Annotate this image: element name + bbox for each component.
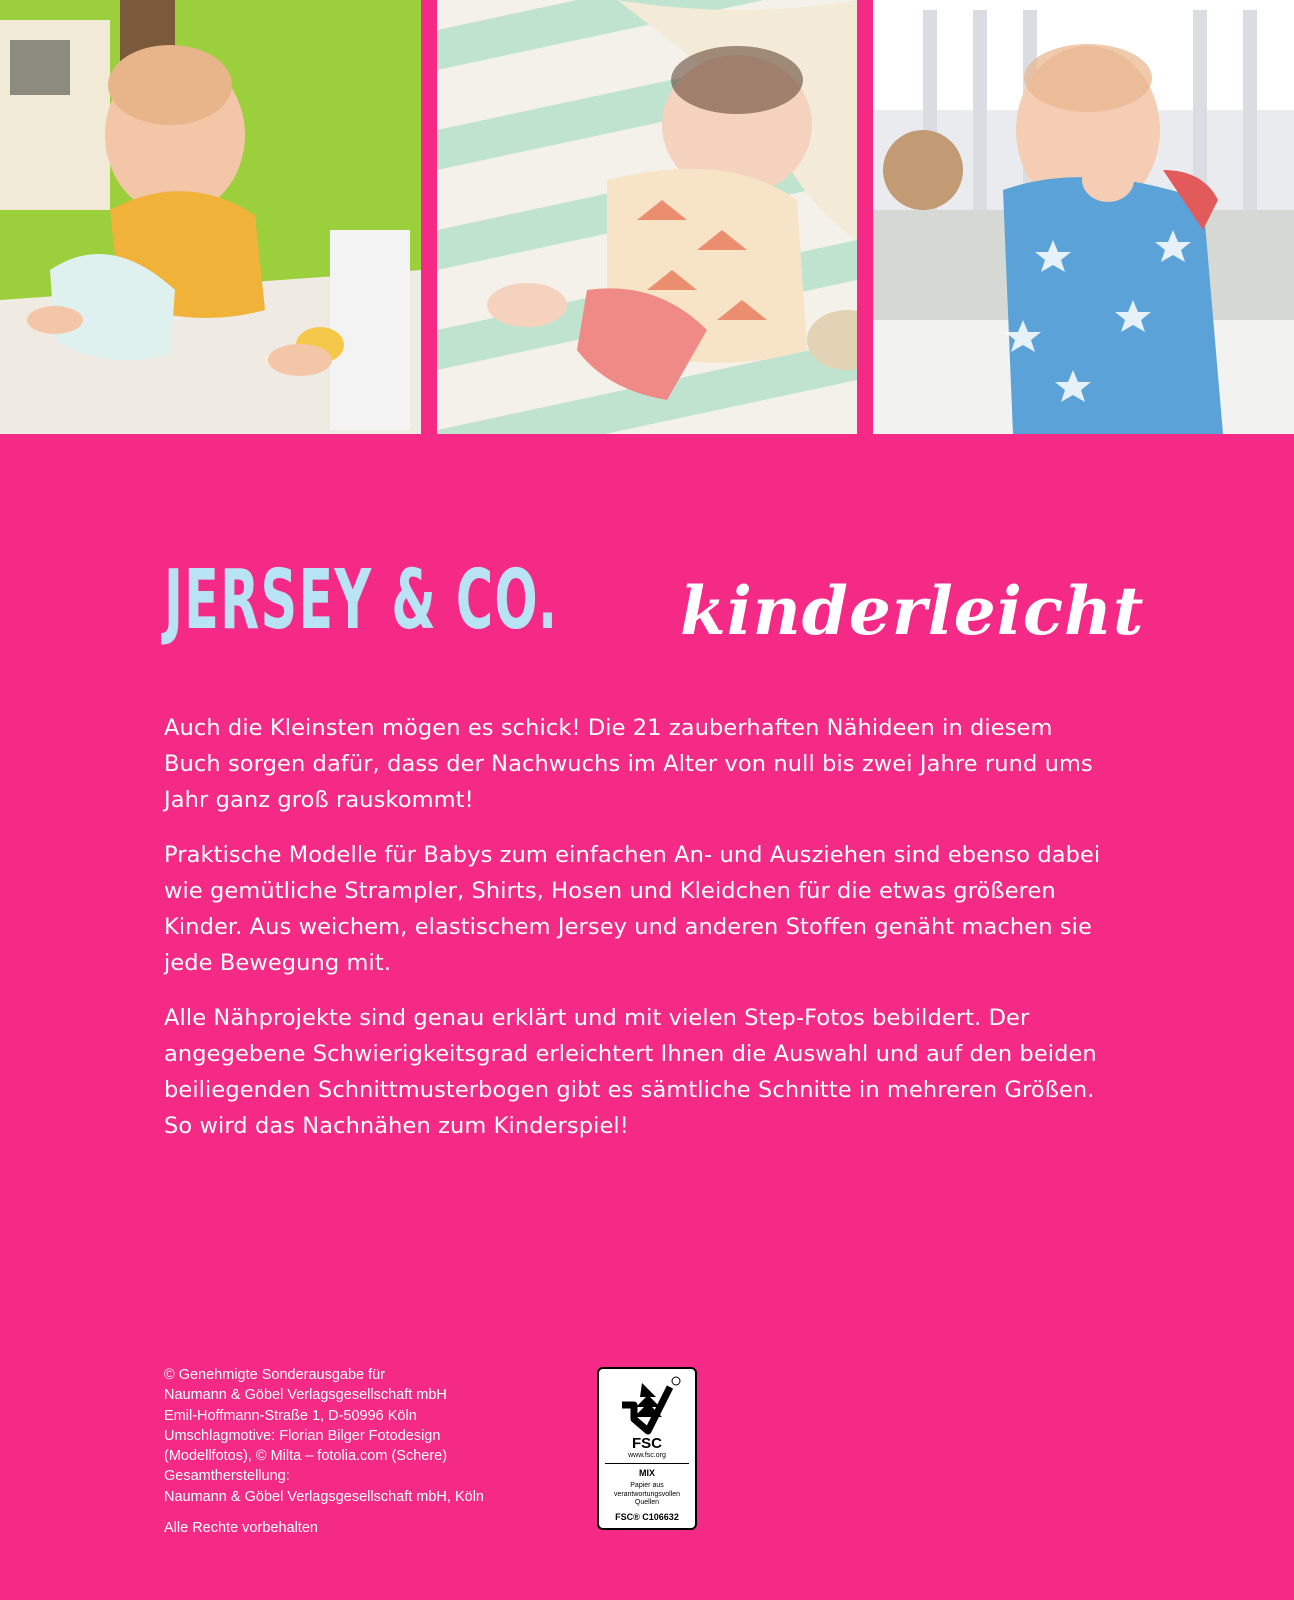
title-script: kinderleicht [680,572,1145,650]
photo-strip [0,0,1294,434]
description-paragraph: Praktische Modelle für Babys zum einfachen An- und Ausziehen sind ebenso dabei wie gemütliche Strampler, Shirts, Hosen und Kleidchen für die etwas größeren Kinder. Aus weichem, elastischem Jersey und anderen Stoffen genäht machen sie jede Bewegung mit. [164,842,1101,976]
fsc-mix: MIX [638,1468,655,1478]
imprint-line: Naumann & Göbel Verlagsgesellschaft mbH, Köln [164,1488,484,1505]
fsc-name: FSC [632,1435,662,1452]
imprint-line: (Modellfotos), © Milta – fotolia.com (Schere) [164,1448,448,1465]
fsc-label [597,1367,697,1530]
imprint-line: Emil-Hoffmann-Straße 1, D-50996 Köln [164,1407,417,1424]
book-title [164,553,1145,670]
fsc-url: www.fsc.org [628,1452,666,1459]
imprint [164,1365,564,1538]
title-main: JERSEY & CO. [164,553,559,648]
imprint-line: Naumann & Göbel Verlagsgesellschaft mbH [164,1387,447,1404]
fsc-description: Papier aus verantwortungsvollen Quellen [613,1482,681,1506]
description-paragraph: Alle Nähprojekte sind genau erklärt und mit vielen Step-Fotos bebildert. Der angegebene Schwierigkeitsgrad erleichtert Ihnen die Auswahl und auf den beiden beiliegenden Schnittmusterbogen gibt es sämtliche Schnitte in mehreren Größen. So wird das Nachnähen zum Kinderspiel! [164,1005,1097,1139]
fsc-tree-check-icon [612,1375,684,1435]
photo-crawling-baby [0,0,421,434]
description-paragraph: Auch die Kleinsten mögen es schick! Die 21 zauberhaften Nähideen in diesem Buch sorgen dafür, dass der Nachwuchs im Alter von null bis zwei Jahre rund ums Jahr ganz groß rauskommt! [164,715,1093,813]
rights-notice: Alle Rechte vorbehalten [164,1520,318,1537]
imprint-line: © Genehmigte Sonderausgabe für [164,1367,386,1383]
imprint-line: Gesamtherstellung: [164,1468,290,1485]
fsc-divider [605,1463,689,1464]
imprint-line: Umschlagmotive: Florian Bilger Fotodesign [164,1427,441,1444]
description [164,710,1104,1163]
photo-lying-baby [437,0,857,434]
photo-standing-baby [873,0,1294,434]
fsc-code: FSC® C106632 [615,1512,679,1522]
